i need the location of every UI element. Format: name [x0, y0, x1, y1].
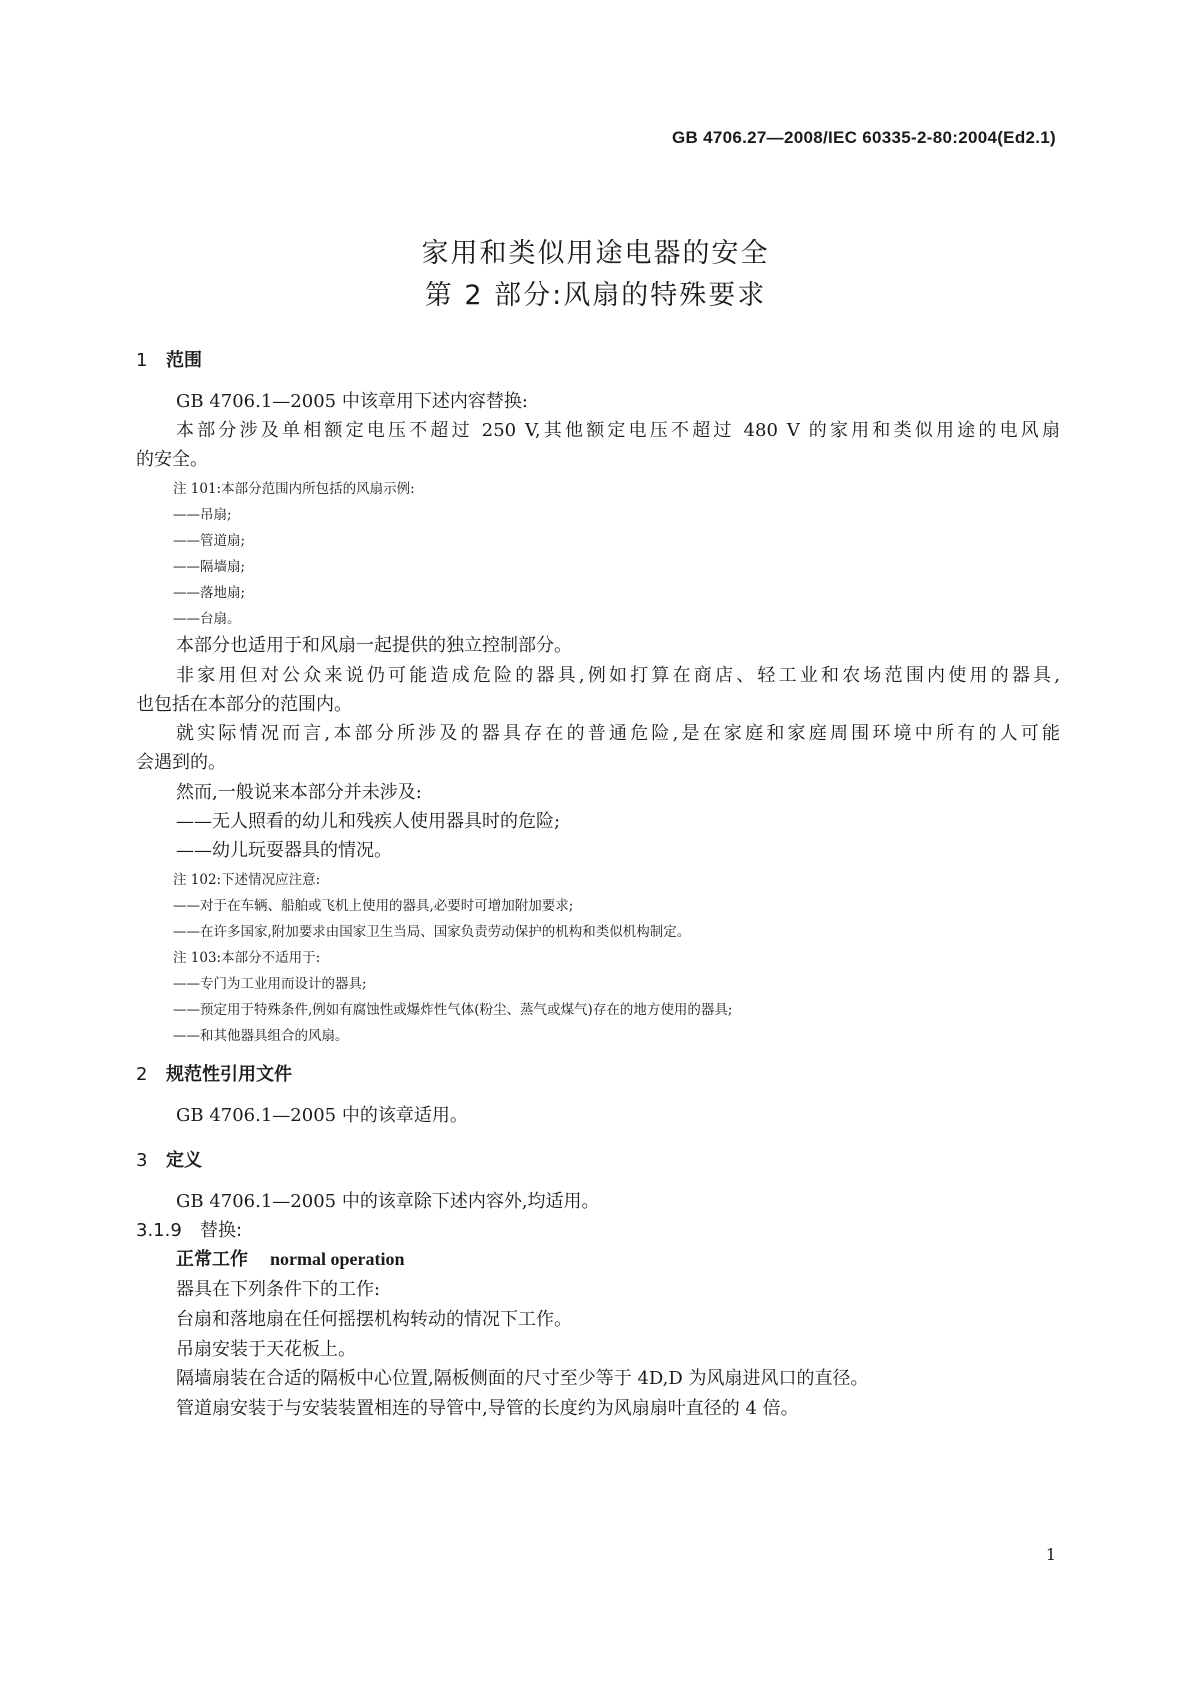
- document-title-line1: 家用和类似用途电器的安全: [421, 238, 770, 269]
- section-1-heading: [136, 346, 202, 372]
- clause-3-1-9: [136, 1216, 242, 1242]
- paragraph: 会遇到的。: [136, 752, 226, 773]
- note-102: 注 102:下述情况应注意:: [173, 872, 321, 888]
- section-number: 2: [136, 1064, 148, 1085]
- paragraph: 然而,一般说来本部分并未涉及:: [176, 782, 422, 803]
- paragraph: 就实际情况而言,本部分所涉及的器具存在的普通危险,是在家庭和家庭周围环境中所有的人可能: [176, 723, 1060, 744]
- standard-number-header: GB 4706.27—2008/IEC 60335-2-80:2004(Ed2.1): [672, 128, 1056, 147]
- note-item: ——管道扇;: [173, 533, 246, 549]
- paragraph: 台扇和落地扇在任何摇摆机构转动的情况下工作。: [176, 1309, 572, 1330]
- paragraph: 非家用但对公众来说仍可能造成危险的器具,例如打算在商店、轻工业和农场范围内使用的器具,: [176, 665, 1060, 686]
- section-2-heading: [136, 1060, 292, 1086]
- note-item: ——吊扇;: [173, 507, 232, 523]
- note-103: 注 103:本部分不适用于:: [173, 950, 321, 966]
- note-item: ——隔墙扇;: [173, 559, 246, 575]
- section-number: 3: [136, 1150, 148, 1171]
- paragraph: 的安全。: [136, 449, 208, 470]
- term-definition: [176, 1245, 405, 1271]
- section-number: 1: [136, 350, 148, 371]
- note-item: ——和其他器具组合的风扇。: [173, 1028, 349, 1044]
- paragraph: 管道扇安装于与安装装置相连的导管中,导管的长度约为风扇扇叶直径的 4 倍。: [176, 1398, 799, 1419]
- paragraph: GB 4706.1—2005 中的该章除下述内容外,均适用。: [176, 1191, 600, 1212]
- paragraph: GB 4706.1—2005 中该章用下述内容替换:: [176, 391, 528, 412]
- section-3-heading: [136, 1146, 202, 1172]
- section-title: 规范性引用文件: [166, 1064, 292, 1085]
- term-chinese: 正常工作: [176, 1249, 248, 1270]
- note-item: ——对于在车辆、船舶或飞机上使用的器具,必要时可增加附加要求;: [173, 898, 574, 914]
- note-item: ——预定用于特殊条件,例如有腐蚀性或爆炸性气体(粉尘、蒸气或煤气)存在的地方使用的器具;: [173, 1002, 733, 1018]
- paragraph: 器具在下列条件下的工作:: [176, 1279, 381, 1300]
- paragraph: 吊扇安装于天花板上。: [176, 1339, 356, 1360]
- clause-number: 3.1.9: [136, 1220, 182, 1241]
- section-title: 定义: [166, 1150, 202, 1171]
- paragraph: 本部分也适用于和风扇一起提供的独立控制部分。: [176, 635, 572, 656]
- term-english: normal operation: [270, 1249, 405, 1269]
- note-item: ——台扇。: [173, 611, 241, 627]
- note-item: ——专门为工业用而设计的器具;: [173, 976, 367, 992]
- paragraph: 隔墙扇装在合适的隔板中心位置,隔板侧面的尺寸至少等于 4D,D 为风扇进风口的直径。: [176, 1368, 869, 1389]
- paragraph: 本部分涉及单相额定电压不超过 250 V,其他额定电压不超过 480 V 的家用和类似用途的电风扇: [176, 420, 1060, 441]
- list-item: ——幼儿玩耍器具的情况。: [176, 840, 392, 861]
- note-101: 注 101:本部分范围内所包括的风扇示例:: [173, 481, 415, 497]
- list-item: ——无人照看的幼儿和残疾人使用器具时的危险;: [176, 811, 561, 832]
- paragraph: GB 4706.1—2005 中的该章适用。: [176, 1105, 468, 1126]
- page-number: 1: [1045, 1545, 1056, 1564]
- section-title: 范围: [166, 350, 202, 371]
- note-item: ——在许多国家,附加要求由国家卫生当局、国家负责劳动保护的机构和类似机构制定。: [173, 924, 691, 940]
- document-title-line2: 第 2 部分:风扇的特殊要求: [424, 280, 767, 311]
- note-item: ——落地扇;: [173, 585, 246, 601]
- paragraph: 也包括在本部分的范围内。: [136, 694, 352, 715]
- clause-text: 替换:: [200, 1220, 243, 1241]
